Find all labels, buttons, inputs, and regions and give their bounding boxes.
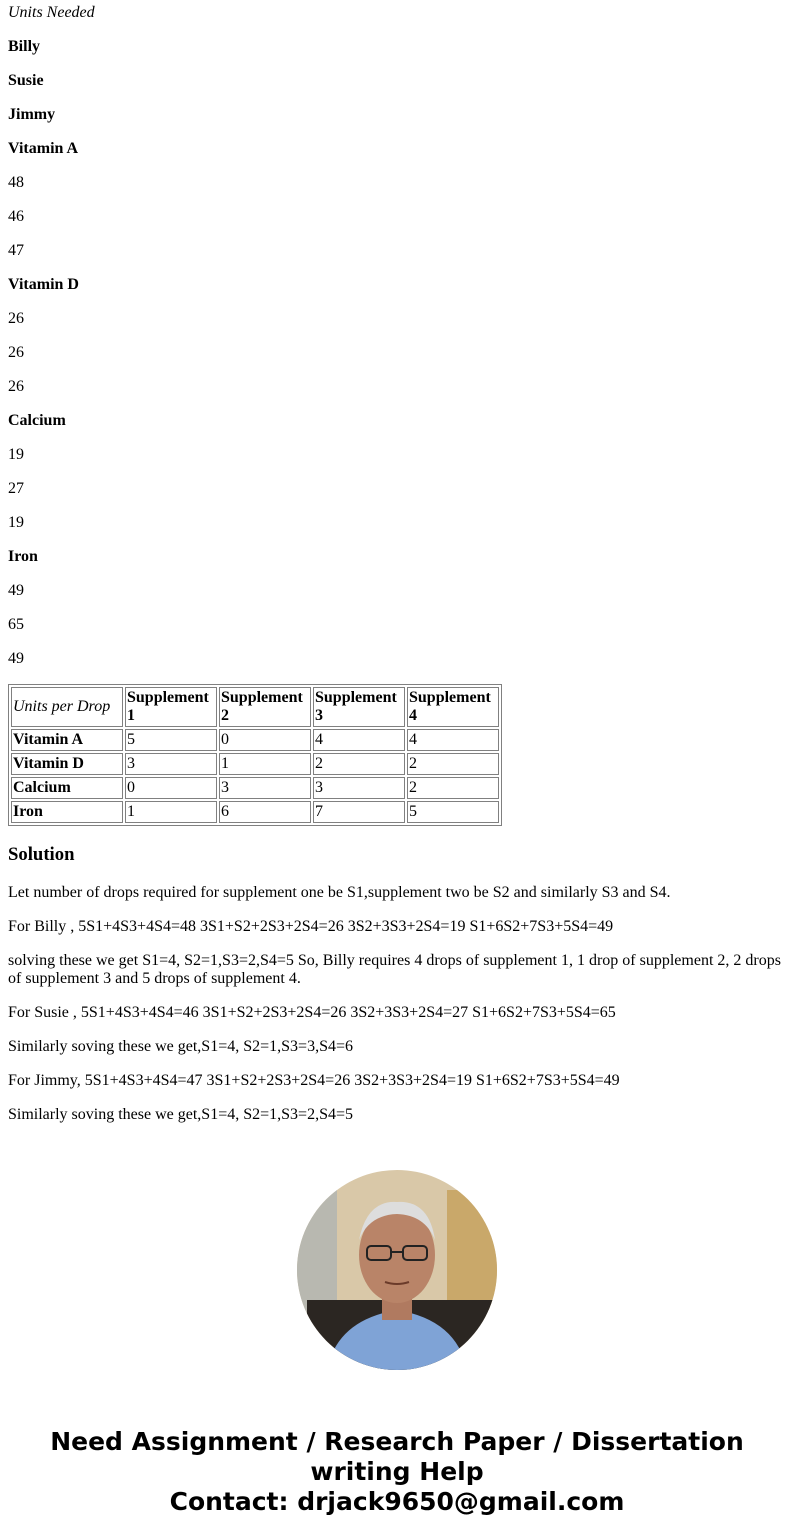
table-cell: 3 [125, 753, 217, 775]
table-cell: 0 [219, 729, 311, 751]
table-cell: 2 [313, 753, 405, 775]
table-header: Supplement 1 [125, 687, 217, 727]
needed-value: 47 [8, 242, 24, 259]
units-needed-header: Units Needed [8, 4, 95, 21]
footer-contact-text: Contact: drjack9650@gmail.com [169, 1487, 625, 1516]
solution-paragraph: For Susie , 5S1+4S3+4S4=46 3S1+S2+2S3+2S4=26 3S2+3S3+2S4=27 S1+6S2+7S3+5S4=65 [8, 1004, 616, 1021]
needed-value: 26 [8, 378, 24, 395]
solution-title: Solution [8, 844, 75, 865]
needed-value: 46 [8, 208, 24, 225]
row-label: Vitamin A [11, 729, 123, 751]
nutrient-label: Vitamin A [8, 140, 79, 157]
table-header: Supplement 2 [219, 687, 311, 727]
solution-paragraph: Similarly soving these we get,S1=4, S2=1,S3=3,S4=6 [8, 1038, 353, 1055]
row-label: Calcium [11, 777, 123, 799]
solution-paragraph: solving these we get S1=4, S2=1,S3=2,S4=5 So, Billy requires 4 drops of supplement 1, 1 drop of supplement 2, 2 drops of supplement 3 and 5 drops of supplement 4. [8, 952, 781, 987]
needed-value: 48 [8, 174, 24, 191]
units-per-drop-table [8, 684, 502, 826]
table-cell: 5 [407, 801, 499, 823]
author-photo-container [8, 1170, 786, 1375]
contact-footer [8, 1427, 786, 1517]
solution-paragraph: Let number of drops required for supplement one be S1,supplement two be S2 and similarly S3 and S4. [8, 884, 671, 901]
table-header-row [11, 687, 499, 727]
solution-body [8, 884, 786, 1124]
table-cell: 1 [125, 801, 217, 823]
needed-value: 26 [8, 344, 24, 361]
needed-value: 65 [8, 616, 24, 633]
solution-paragraph: Similarly soving these we get,S1=4, S2=1,S3=2,S4=5 [8, 1106, 353, 1123]
nutrient-label: Vitamin D [8, 276, 79, 293]
table-row [11, 777, 499, 799]
row-label: Vitamin D [11, 753, 123, 775]
table-row [11, 801, 499, 823]
row-label: Iron [11, 801, 123, 823]
table-row [11, 729, 499, 751]
table-cell: 4 [407, 729, 499, 751]
document [8, 4, 786, 1517]
person-jimmy: Jimmy [8, 106, 56, 123]
table-cell: 2 [407, 777, 499, 799]
table-cell: 0 [125, 777, 217, 799]
table-cell: 2 [407, 753, 499, 775]
table-cell: 1 [219, 753, 311, 775]
table-row [11, 753, 499, 775]
table-cell: 6 [219, 801, 311, 823]
nutrient-label: Calcium [8, 412, 66, 429]
needed-value: 49 [8, 582, 24, 599]
solution-paragraph: For Billy , 5S1+4S3+4S4=48 3S1+S2+2S3+2S4=26 3S2+3S3+2S4=19 S1+6S2+7S3+5S4=49 [8, 918, 614, 935]
table-cell: 4 [313, 729, 405, 751]
needs-groups [8, 140, 786, 668]
footer-help-text: Need Assignment / Research Paper / Dissertation writing Help [50, 1427, 744, 1486]
table-corner: Units per Drop [11, 687, 123, 727]
nutrient-label: Iron [8, 548, 38, 565]
person-billy: Billy [8, 38, 41, 55]
table-header: Supplement 3 [313, 687, 405, 727]
portrait-image [297, 1170, 497, 1370]
author-photo [297, 1170, 497, 1370]
needed-value: 49 [8, 650, 24, 667]
table-cell: 5 [125, 729, 217, 751]
needed-value: 27 [8, 480, 24, 497]
table-header: Supplement 4 [407, 687, 499, 727]
table-cell: 3 [219, 777, 311, 799]
table-cell: 7 [313, 801, 405, 823]
needed-value: 19 [8, 446, 24, 463]
needed-value: 19 [8, 514, 24, 531]
needed-value: 26 [8, 310, 24, 327]
person-susie: Susie [8, 72, 44, 89]
solution-paragraph: For Jimmy, 5S1+4S3+4S4=47 3S1+S2+2S3+2S4=26 3S2+3S3+2S4=19 S1+6S2+7S3+5S4=49 [8, 1072, 620, 1089]
table-cell: 3 [313, 777, 405, 799]
